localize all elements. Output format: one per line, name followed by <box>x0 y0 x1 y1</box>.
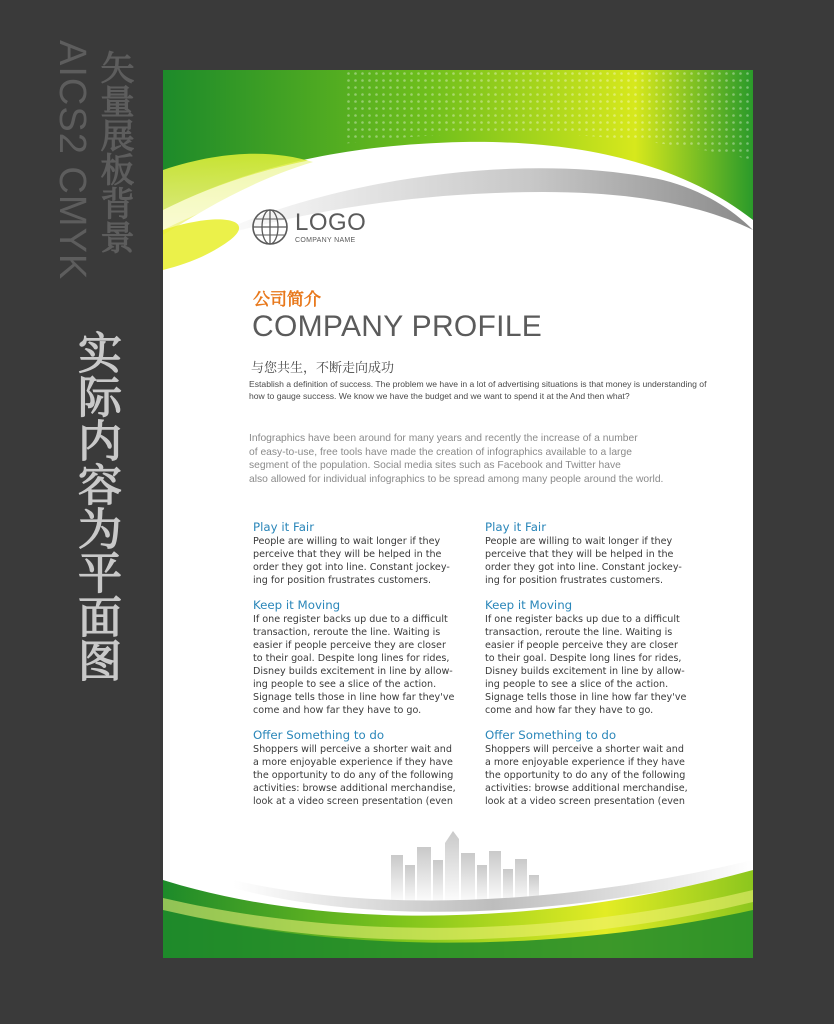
body-line: Shoppers will perceive a shorter wait and <box>253 744 452 755</box>
section-body <box>485 743 699 808</box>
title-cn: 公司简介 <box>253 290 321 310</box>
section-heading: Play it Fair <box>485 520 547 534</box>
section-heading: Keep it Moving <box>485 598 573 612</box>
section-body <box>253 613 467 717</box>
body-line: transaction, reroute the line. Waiting is <box>253 627 441 638</box>
section-body <box>485 613 699 717</box>
section-play-it-fair <box>253 520 467 587</box>
body-line: order they got into line. Constant jockey- <box>485 562 682 573</box>
body-line: ing people to see a slice of the action. <box>485 679 669 690</box>
side-vertical-notice: 实际内容为平面图 <box>70 330 121 682</box>
body-line: to their goal. Despite long lines for rides, <box>253 653 450 664</box>
body-line: activities: browse additional merchandise, <box>485 783 688 794</box>
globe-icon <box>251 208 289 246</box>
content-column-left <box>253 520 467 819</box>
section-offer-something <box>253 728 467 808</box>
body-line: If one register backs up due to a difficult <box>253 614 448 625</box>
body-line: look at a video screen presentation (even <box>253 796 453 807</box>
body-line: perceive that they will be helped in the <box>485 549 674 560</box>
company-logo <box>251 208 366 246</box>
side-vertical-title-cn: 矢量展板背景 <box>94 50 134 254</box>
body-line: Disney builds excitement in line by allow- <box>253 666 453 677</box>
bottom-wave-decoration <box>163 840 753 958</box>
body-line: People are willing to wait longer if they <box>485 536 673 547</box>
section-heading: Offer Something to do <box>485 728 617 742</box>
top-wave-decoration <box>163 70 753 300</box>
logo-wordmark: LOGO <box>295 208 367 236</box>
body-line: perceive that they will be helped in the <box>253 549 442 560</box>
logo-company-name: COMPANY NAME <box>295 236 356 244</box>
body-line: activities: browse additional merchandise, <box>253 783 456 794</box>
section-heading: Keep it Moving <box>253 598 341 612</box>
section-play-it-fair <box>485 520 699 587</box>
paragraph-line: Infographics have been around for many years and recently the increase of a number <box>249 433 638 444</box>
section-keep-it-moving <box>253 598 467 717</box>
section-body <box>253 535 467 587</box>
body-line: ing for position frustrates customers. <box>485 575 664 586</box>
body-line: Signage tells those in line how far they've <box>253 692 455 703</box>
body-line: a more enjoyable experience if they have <box>485 757 685 768</box>
body-line: Shoppers will perceive a shorter wait and <box>485 744 684 755</box>
body-line: If one register backs up due to a difficult <box>485 614 680 625</box>
content-column-right <box>485 520 699 819</box>
section-heading: Play it Fair <box>253 520 315 534</box>
slogan: 与您共生，不断走向成功 <box>251 361 395 376</box>
paragraph-line: segment of the population. Social media sites such as Facebook and Twitter have <box>249 460 621 472</box>
body-line: come and how far they have to go. <box>253 705 422 716</box>
side-vertical-format-label: AICS2 CMYK <box>51 40 93 281</box>
section-heading: Offer Something to do <box>253 728 385 742</box>
body-line: look at a video screen presentation (even <box>485 796 685 807</box>
paragraph-line: also allowed for individual infographics to be spread among many people around the world. <box>249 474 664 486</box>
body-line: a more enjoyable experience if they have <box>253 757 453 768</box>
body-line: ing for position frustrates customers. <box>253 575 432 586</box>
body-line: the opportunity to do any of the following <box>253 770 454 781</box>
section-body <box>253 743 467 808</box>
body-line: People are willing to wait longer if they <box>253 536 441 547</box>
paragraph-line: of easy-to-use, free tools have made the creation of infographics available to a large <box>249 446 632 458</box>
section-offer-something <box>485 728 699 808</box>
body-line: ing people to see a slice of the action. <box>253 679 437 690</box>
infographics-paragraph <box>249 432 719 487</box>
body-line: easier if people perceive they are closer <box>485 640 678 651</box>
body-line: Signage tells those in line how far they've <box>485 692 687 703</box>
body-line: Disney builds excitement in line by allow- <box>485 666 685 677</box>
title-en: COMPANY PROFILE <box>252 310 543 343</box>
intro-paragraph: Establish a definition of success. The problem we have in a lot of advertising situations is that money is understanding of how to gauge success. We know we have the budget and we want to spend it at the And then what? <box>249 379 707 402</box>
body-line: come and how far they have to go. <box>485 705 654 716</box>
section-body <box>485 535 699 587</box>
poster <box>163 70 753 958</box>
section-keep-it-moving <box>485 598 699 717</box>
body-line: transaction, reroute the line. Waiting is <box>485 627 673 638</box>
body-line: easier if people perceive they are closer <box>253 640 446 651</box>
body-line: to their goal. Despite long lines for rides, <box>485 653 682 664</box>
body-line: the opportunity to do any of the following <box>485 770 686 781</box>
body-line: order they got into line. Constant jockey- <box>253 562 450 573</box>
